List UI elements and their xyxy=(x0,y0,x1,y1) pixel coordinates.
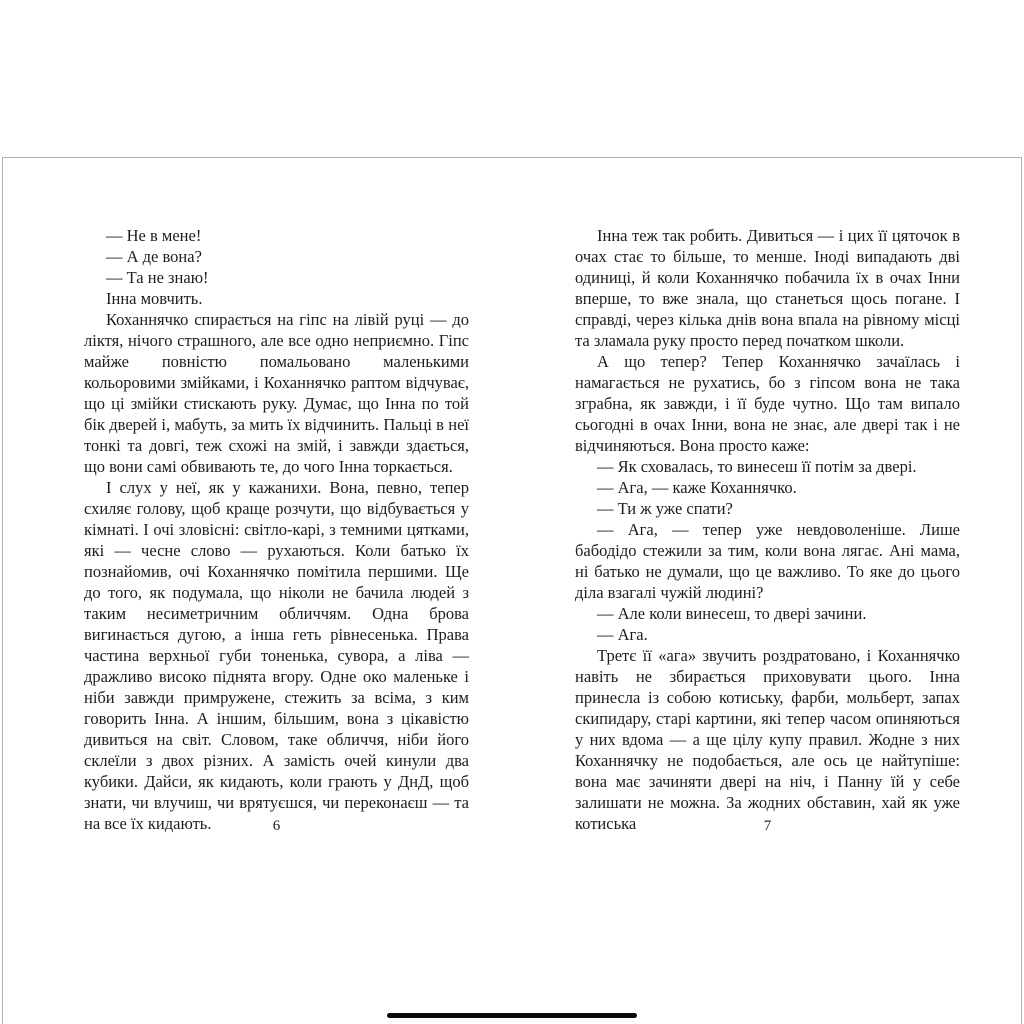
page-left-text xyxy=(84,158,469,834)
paragraph: Коханнячко спирається на гіпс на лівій руці — до ліктя, нічого страшного, але все одно неприємно. Гіпс майже повністю помальовано маленькими кольоровими змійками, і Коханнячко раптом відчуває, що ці змійки стискають руку. Думає, що Інна по той бік дверей і, мабуть, за мить їх відчинить. Пальці в неї тонкі та довгі, теж схожі на змій, і завжди здається, що вони самі обвивають те, до чого Інна торкається. xyxy=(84,310,469,476)
page-right[interactable] xyxy=(575,158,960,1024)
paragraph: А що тепер? Тепер Коханнячко зачаїлась і намагається не рухатись, бо з гіпсом вона не така зграбна, як завжди, і її буде чутно. Що там випало сьогодні в очах Інни, вона не знає, але двері так і не відчиняються. Вона просто каже: xyxy=(575,352,960,455)
book-spread xyxy=(2,157,1022,1024)
page-left[interactable] xyxy=(84,158,469,1024)
page-number-right: 7 xyxy=(763,818,772,834)
home-indicator-bar[interactable] xyxy=(387,1013,637,1018)
paragraph: — А де вона? xyxy=(106,247,202,266)
paragraph: — Ага, — тепер уже невдоволеніше. Лише бабодідо стежили за тим, коли вона лягає. Ані мама, ні батько не думали, що це важливо. То яке до цього діла взагалі чужій людині? xyxy=(575,520,960,602)
paragraph: — Але коли винесеш, то двері зачини. xyxy=(597,604,867,623)
paragraph: — Ти ж уже спати? xyxy=(597,499,733,518)
page-right-text xyxy=(575,158,960,834)
paragraph: Інна мовчить. xyxy=(106,289,203,308)
paragraph: — Як сховалась, то винесеш її потім за двері. xyxy=(597,457,917,476)
paragraph: — Ага, — каже Коханнячко. xyxy=(597,478,797,497)
paragraph: І слух у неї, як у кажанихи. Вона, певно, тепер схиляє голову, щоб краще розчути, що відбувається у кімнаті. І очі зловісні: світло-карі, з темними цятками, які — чесне слово — рухаються. Коли батько їх познайомив, очі Коханнячко помітила першими. Ще до того, як подумала, що ніколи не бачила людей з таким несиметричним обличчям. Одна брова вигинається дугою, а інша геть рівнесенька. Права частина верхньої губи тоненька, сувора, а ліва — дражливо високо піднята вгору. Одне око маленьке і ніби завжди примружене, стежить за всіма, з ким говорить Інна. А іншим, більшим, вона з цікавістю дивиться на світ. Словом, таке обличчя, ніби його склеїли з двох різних. А замість очей кинули два кубики. Дайси, як кидають, коли грають у ДнД, щоб знати, чи влучиш, чи врятуєшся, чи переконаєш — та на все їх кидають. xyxy=(84,478,469,833)
paragraph: Третє її «ага» звучить роздратовано, і Коханнячко навіть не збирається приховувати цього. Інна принесла із собою котиську, фарби, мольберт, запах скипидару, старі картини, які тепер часом опиняються у них вдома — а ще цілу купу правил. Жодне з них Коханнячку не подобається, але ось це найтупіше: вона має зачиняти двері на ніч, і Панну їй у себе залишати не можна. За жодних обставин, хай як уже котиська xyxy=(575,646,960,833)
page-number-left: 6 xyxy=(272,818,281,834)
paragraph: — Та не знаю! xyxy=(106,268,209,287)
paragraph: — Ага. xyxy=(597,625,648,644)
paragraph: Інна теж так робить. Дивиться — і цих її цяточок в очах стає то більше, то менше. Іноді випадають дві одиниці, й коли Коханнячко побачила їх в очах Інни вперше, то вже знала, що станеться щось погане. І справді, через кілька днів вона впала на рівному місці та зламала руку просто перед початком школи. xyxy=(575,226,960,350)
paragraph: — Не в мене! xyxy=(106,226,202,245)
